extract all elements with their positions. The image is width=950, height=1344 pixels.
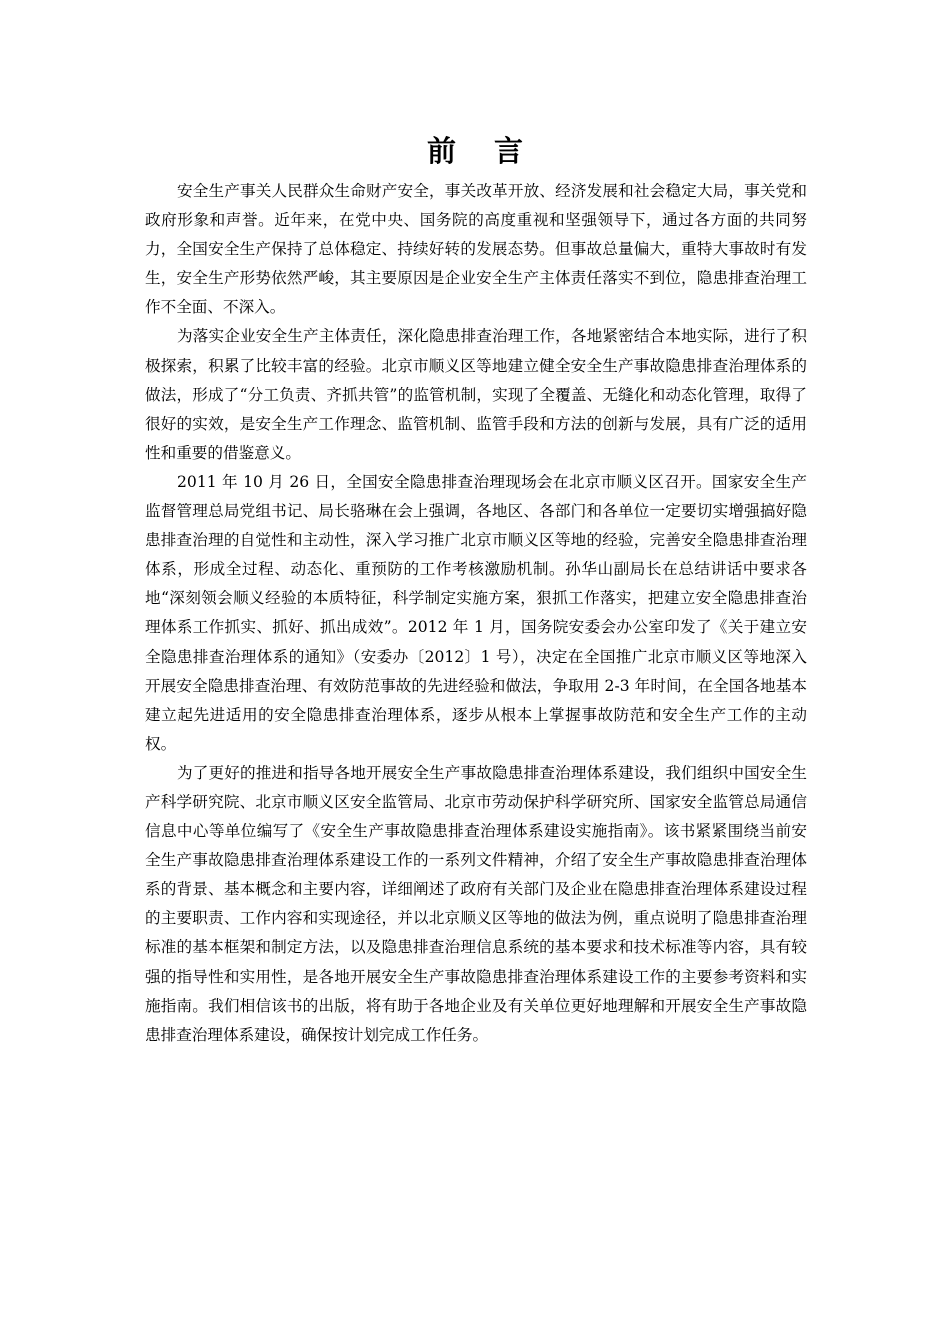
- preface-body: [145, 177, 807, 1050]
- paragraph: 安全生产事关人民群众生命财产安全，事关改革开放、经济发展和社会稳定大局，事关党和政府形象和声誉。近年来，在党中央、国务院的高度重视和坚强领导下，通过各方面的共同努力，全国安全生产保持了总体稳定、持续好转的发展态势。但事故总量偏大，重特大事故时有发生，安全生产形势依然严峻，其主要原因是企业安全生产主体责任落实不到位，隐患排查治理工作不全面、不深入。: [145, 182, 807, 317]
- paragraph: 为落实企业安全生产主体责任，深化隐患排查治理工作，各地紧密结合本地实际，进行了积极探索，积累了比较丰富的经验。北京市顺义区等地建立健全安全生产事故隐患排查治理体系的做法，形成了“分工负责、齐抓共管”的监管机制，实现了全覆盖、无缝化和动态化管理，取得了很好的实效，是安全生产工作理念、监管机制、监管手段和方法的创新与发展，具有广泛的适用性和重要的借鉴意义。: [145, 327, 807, 462]
- paragraph: 2011 年 10 月 26 日，全国安全隐患排查治理现场会在北京市顺义区召开。国家安全生产监督管理总局党组书记、局长骆琳在会上强调，各地区、各部门和各单位一定要切实增强搞好隐患排查治理的自觉性和主动性，深入学习推广北京市顺义区等地的经验，完善安全隐患排查治理体系，形成全过程、动态化、重预防的工作考核激励机制。孙华山副局长在总结讲话中要求各地“深刻领会顺义经验的本质特征，科学制定实施方案，狠抓工作落实，把建立安全隐患排查治理体系工作抓实、抓好、抓出成效”。2012 年 1 月，国务院安委会办公室印发了《关于建立安全隐患排查治理体系的通知》（安委办〔2012〕1 号），决定在全国推广北京市顺义区等地深入开展安全隐患排查治理、有效防范事故的先进经验和做法，争取用 2-3 年时间，在全国各地基本建立起先进适用的安全隐患排查治理体系，逐步从根本上掌握事故防范和安全生产工作的主动权。: [145, 472, 807, 753]
- paragraph: 为了更好的推进和指导各地开展安全生产事故隐患排查治理体系建设，我们组织中国安全生产科学研究院、北京市顺义区安全监管局、北京市劳动保护科学研究所、国家安全监管总局通信信息中心等单位编写了《安全生产事故隐患排查治理体系建设实施指南》。该书紧紧围绕当前安全生产事故隐患排查治理体系建设工作的一系列文件精神，介绍了安全生产事故隐患排查治理体系的背景、基本概念和主要内容，详细阐述了政府有关部门及企业在隐患排查治理体系建设过程的主要职责、工作内容和实现途径，并以北京顺义区等地的做法为例，重点说明了隐患排查治理标准的基本框架和制定方法，以及隐患排查治理信息系统的基本要求和技术标准等内容，具有较强的指导性和实用性，是各地开展安全生产事故隐患排查治理体系建设工作的主要参考资料和实施指南。我们相信该书的出版，将有助于各地企业及有关单位更好地理解和开展安全生产事故隐患排查治理体系建设，确保按计划完成工作任务。: [145, 763, 807, 1044]
- page-title: 前 言: [426, 134, 538, 168]
